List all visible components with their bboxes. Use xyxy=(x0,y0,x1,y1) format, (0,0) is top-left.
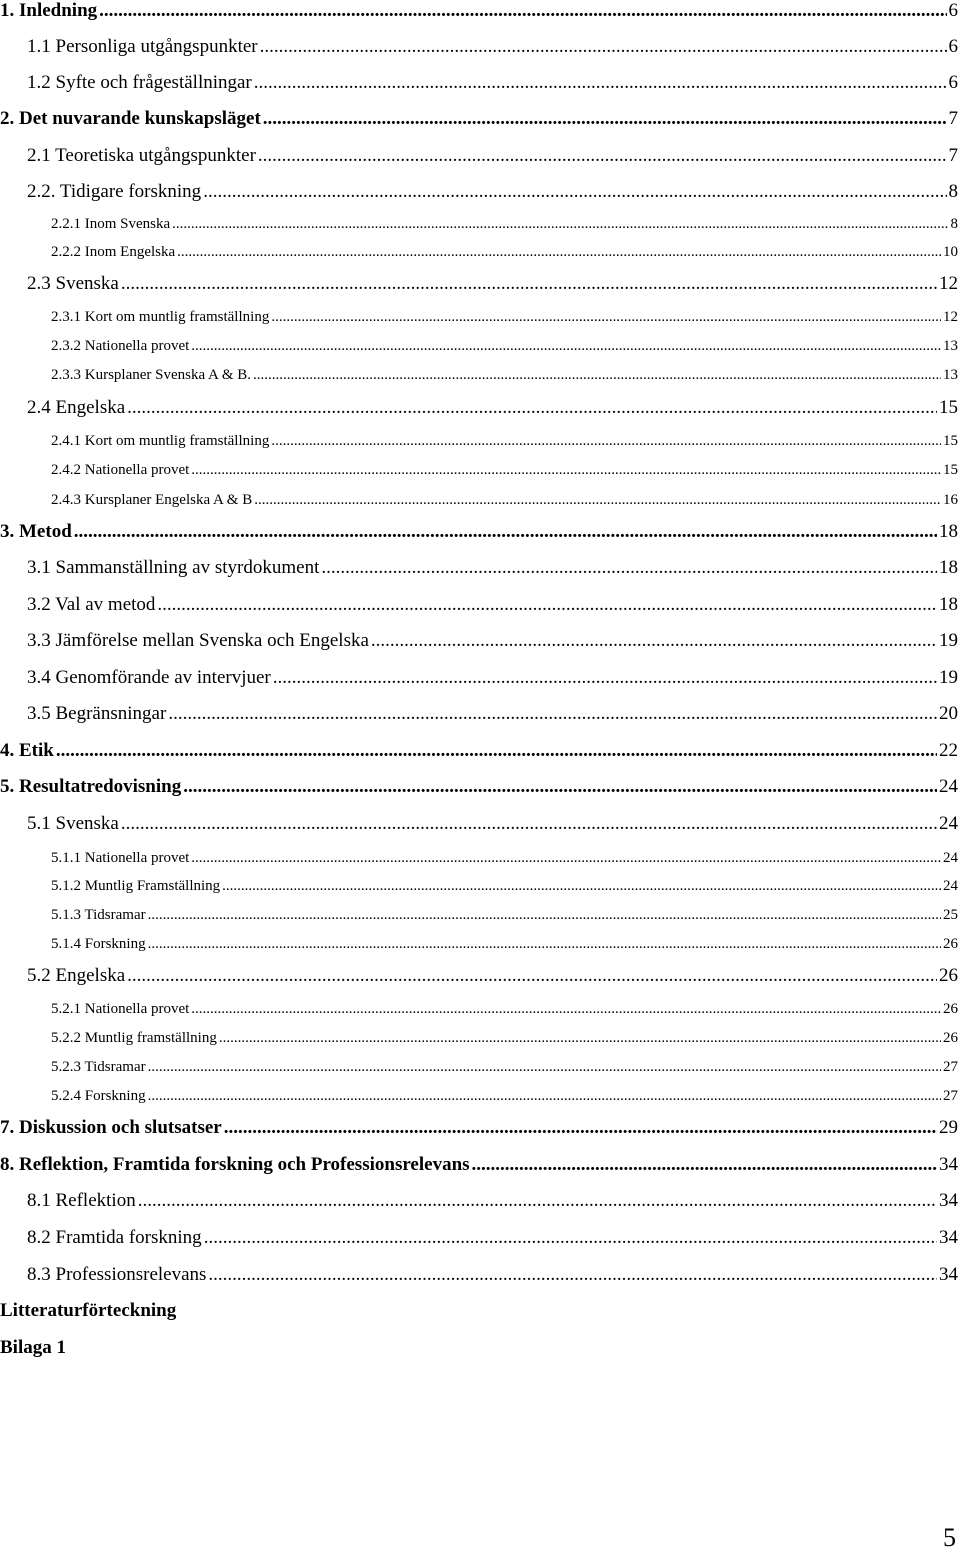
toc-entry[interactable] xyxy=(0,1337,900,1359)
toc-entry[interactable] xyxy=(51,433,958,450)
toc-entry[interactable] xyxy=(27,72,958,94)
toc-entry-page: 19 xyxy=(939,630,958,651)
toc-entry-page: 26 xyxy=(943,936,958,952)
toc-dot-leader xyxy=(99,0,946,22)
toc-entry[interactable] xyxy=(0,1117,958,1139)
toc-entry[interactable] xyxy=(51,1059,958,1076)
toc-entry[interactable] xyxy=(51,492,958,509)
toc-dot-leader xyxy=(263,108,947,130)
toc-entry-page: 26 xyxy=(939,965,958,986)
toc-entry-page: 15 xyxy=(943,433,958,449)
toc-dot-leader xyxy=(148,1059,941,1076)
toc-entry[interactable] xyxy=(27,1264,958,1286)
toc-entry[interactable] xyxy=(51,462,958,479)
toc-entry[interactable] xyxy=(51,1001,958,1018)
toc-entry[interactable] xyxy=(0,0,958,22)
toc-entry-page: 6 xyxy=(948,72,958,93)
toc-dot-leader xyxy=(219,1030,941,1047)
toc-entry-page: 24 xyxy=(943,850,958,866)
toc-entry-label: 4. Etik xyxy=(0,740,54,761)
toc-entry-label: 5.2.4 Forskning xyxy=(51,1088,146,1104)
toc-entry-page: 6 xyxy=(948,0,958,21)
toc-entry[interactable] xyxy=(51,850,958,867)
toc-entry-label: 2. Det nuvarande kunskapsläget xyxy=(0,108,261,129)
toc-dot-leader xyxy=(121,273,937,295)
toc-dot-leader xyxy=(208,1264,937,1286)
toc-entry-label: 3.2 Val av metod xyxy=(27,594,156,615)
toc-entry[interactable] xyxy=(0,776,958,798)
toc-entry[interactable] xyxy=(27,630,958,652)
toc-entry[interactable] xyxy=(27,273,958,295)
toc-entry[interactable] xyxy=(27,813,958,835)
toc-entry-page: 8 xyxy=(950,216,958,232)
toc-entry-label: 2.3.1 Kort om muntlig framställning xyxy=(51,309,270,325)
toc-entry-label: Bilaga 1 xyxy=(0,1337,66,1358)
toc-dot-leader xyxy=(321,557,937,579)
toc-entry[interactable] xyxy=(27,397,958,419)
toc-entry-label: 2.4.2 Nationella provet xyxy=(51,462,190,478)
toc-entry-label: 5.2.2 Muntlig framställning xyxy=(51,1030,217,1046)
toc-dot-leader xyxy=(203,181,946,203)
toc-entry[interactable] xyxy=(27,557,958,579)
toc-entry-page: 24 xyxy=(939,776,958,797)
toc-entry-page: 18 xyxy=(939,557,958,578)
toc-entry-page: 34 xyxy=(939,1227,958,1248)
toc-dot-leader xyxy=(177,244,941,261)
toc-entry[interactable] xyxy=(0,1300,900,1322)
toc-dot-leader xyxy=(204,1227,937,1249)
toc-dot-leader xyxy=(254,492,941,509)
toc-entry-label: 5.1 Svenska xyxy=(27,813,119,834)
page-number: 5 xyxy=(943,1523,956,1552)
toc-entry[interactable] xyxy=(51,936,958,953)
toc-entry-page: 24 xyxy=(939,813,958,834)
toc-entry[interactable] xyxy=(27,667,958,689)
toc-entry[interactable] xyxy=(51,878,958,895)
toc-entry-page: 7 xyxy=(948,108,958,129)
toc-entry-label: 8.1 Reflektion xyxy=(27,1190,136,1211)
toc-entry-label: 1.2 Syfte och frågeställningar xyxy=(27,72,252,93)
toc-entry-label: 3.3 Jämförelse mellan Svenska och Engelska xyxy=(27,630,369,651)
toc-entry-label: 7. Diskussion och slutsatser xyxy=(0,1117,222,1138)
toc-dot-leader xyxy=(157,594,937,616)
toc-dot-leader xyxy=(253,367,941,384)
toc-entry-label: 3.1 Sammanställning av styrdokument xyxy=(27,557,320,578)
toc-entry-page: 27 xyxy=(943,1059,958,1075)
toc-dot-leader xyxy=(183,776,937,798)
toc-entry[interactable] xyxy=(51,244,958,261)
toc-entry-page: 22 xyxy=(939,740,958,761)
toc-entry[interactable] xyxy=(27,145,958,167)
toc-dot-leader xyxy=(271,309,941,326)
toc-dot-leader xyxy=(224,1117,937,1139)
toc-entry-label: 3. Metod xyxy=(0,521,72,542)
toc-dot-leader xyxy=(191,338,941,355)
toc-dot-leader xyxy=(258,145,947,167)
toc-entry[interactable] xyxy=(27,1190,958,1212)
toc-entry[interactable] xyxy=(27,594,958,616)
toc-entry-label: 2.1 Teoretiska utgångspunkter xyxy=(27,145,256,166)
toc-entry[interactable] xyxy=(51,338,958,355)
toc-entry-label: 2.3 Svenska xyxy=(27,273,119,294)
toc-entry-label: 5.2.3 Tidsramar xyxy=(51,1059,146,1075)
toc-entry-page: 13 xyxy=(943,367,958,383)
toc-entry-label: 5.1.4 Forskning xyxy=(51,936,146,952)
toc-entry-page: 19 xyxy=(939,667,958,688)
toc-entry[interactable] xyxy=(27,181,958,203)
toc-entry-page: 13 xyxy=(943,338,958,354)
toc-entry-page: 7 xyxy=(948,145,958,166)
toc-dot-leader xyxy=(74,521,937,543)
toc-entry-page: 15 xyxy=(939,397,958,418)
toc-dot-leader xyxy=(121,813,937,835)
toc-entry-page: 15 xyxy=(943,462,958,478)
toc-dot-leader xyxy=(260,36,947,58)
toc-dot-leader xyxy=(148,936,941,953)
toc-entry-page: 12 xyxy=(943,309,958,325)
toc-entry[interactable] xyxy=(27,703,958,725)
toc-entry-page: 8 xyxy=(948,181,958,202)
toc-dot-leader xyxy=(273,667,937,689)
toc-entry[interactable] xyxy=(0,108,958,130)
toc-entry-label: 8.3 Professionsrelevans xyxy=(27,1264,207,1285)
toc-entry-label: 3.4 Genomförande av intervjuer xyxy=(27,667,271,688)
toc-entry-label: 5.1.3 Tidsramar xyxy=(51,907,146,923)
toc-entry-label: 2.2.2 Inom Engelska xyxy=(51,244,176,260)
toc-entry-label: 2.4.3 Kursplaner Engelska A & B xyxy=(51,492,253,508)
toc-dot-leader xyxy=(138,1190,937,1212)
toc-entry-page: 34 xyxy=(939,1154,958,1175)
toc-entry-page: 27 xyxy=(943,1088,958,1104)
toc-entry-label: 1.1 Personliga utgångspunkter xyxy=(27,36,258,57)
toc-entry[interactable] xyxy=(0,521,958,543)
toc-entry-label: 5.2.1 Nationella provet xyxy=(51,1001,190,1017)
toc-dot-leader xyxy=(148,1088,941,1105)
toc-entry-label: Litteraturförteckning xyxy=(0,1300,177,1321)
toc-entry-label: 2.2. Tidigare forskning xyxy=(27,181,202,202)
toc-entry-page: 18 xyxy=(939,594,958,615)
toc-entry[interactable] xyxy=(51,907,958,924)
toc-entry[interactable] xyxy=(51,1088,958,1105)
toc-entry[interactable] xyxy=(51,216,958,233)
toc-entry-page: 10 xyxy=(943,244,958,260)
toc-entry-label: 5.2 Engelska xyxy=(27,965,126,986)
toc-dot-leader xyxy=(271,433,941,450)
toc-entry-label: 2.3.3 Kursplaner Svenska A & B. xyxy=(51,367,251,383)
toc-dot-leader xyxy=(168,703,937,725)
toc-entry-label: 1. Inledning xyxy=(0,0,98,21)
toc-entry[interactable] xyxy=(27,1227,958,1249)
toc-entry-page: 29 xyxy=(939,1117,958,1138)
toc-entry-page: 6 xyxy=(948,36,958,57)
toc-entry-page: 34 xyxy=(939,1190,958,1211)
toc-entry-page: 25 xyxy=(943,907,958,923)
toc-dot-leader xyxy=(222,878,941,895)
toc-entry[interactable] xyxy=(0,740,958,762)
toc-entry-label: 2.3.2 Nationella provet xyxy=(51,338,190,354)
toc-entry-label: 2.2.1 Inom Svenska xyxy=(51,216,171,232)
toc-entry-label: 5. Resultatredovisning xyxy=(0,776,182,797)
toc-entry-page: 26 xyxy=(943,1030,958,1046)
toc-entry[interactable] xyxy=(0,1154,958,1176)
toc-dot-leader xyxy=(127,397,937,419)
toc-entry-page: 18 xyxy=(939,521,958,542)
toc-dot-leader xyxy=(127,965,937,987)
toc-entry-page: 16 xyxy=(943,492,958,508)
toc-entry-label: 5.1.2 Muntlig Framställning xyxy=(51,878,221,894)
toc-entry-label: 2.4.1 Kort om muntlig framställning xyxy=(51,433,270,449)
toc-entry[interactable] xyxy=(27,36,958,58)
toc-dot-leader xyxy=(254,72,947,94)
toc-dot-leader xyxy=(472,1154,937,1176)
toc-entry-page: 20 xyxy=(939,703,958,724)
toc-entry-page: 24 xyxy=(943,878,958,894)
toc-entry[interactable] xyxy=(51,1030,958,1047)
toc-entry-page: 26 xyxy=(943,1001,958,1017)
toc-entry[interactable] xyxy=(51,367,958,384)
toc-entry[interactable] xyxy=(27,965,958,987)
toc-entry-label: 5.1.1 Nationella provet xyxy=(51,850,190,866)
toc-dot-leader xyxy=(56,740,937,762)
toc-dot-leader xyxy=(371,630,937,652)
toc-entry-page: 34 xyxy=(939,1264,958,1285)
toc-entry-label: 3.5 Begränsningar xyxy=(27,703,167,724)
toc-entry-label: 2.4 Engelska xyxy=(27,397,126,418)
toc-dot-leader xyxy=(191,850,941,867)
toc-dot-leader xyxy=(148,907,941,924)
toc-dot-leader xyxy=(172,216,948,233)
toc-entry-label: 8.2 Framtida forskning xyxy=(27,1227,202,1248)
toc-entry-label: 8. Reflektion, Framtida forskning och Professionsrelevans xyxy=(0,1154,470,1175)
toc-dot-leader xyxy=(191,1001,941,1018)
toc-dot-leader xyxy=(191,462,941,479)
toc-entry-page: 12 xyxy=(939,273,958,294)
toc-entry[interactable] xyxy=(51,309,958,326)
